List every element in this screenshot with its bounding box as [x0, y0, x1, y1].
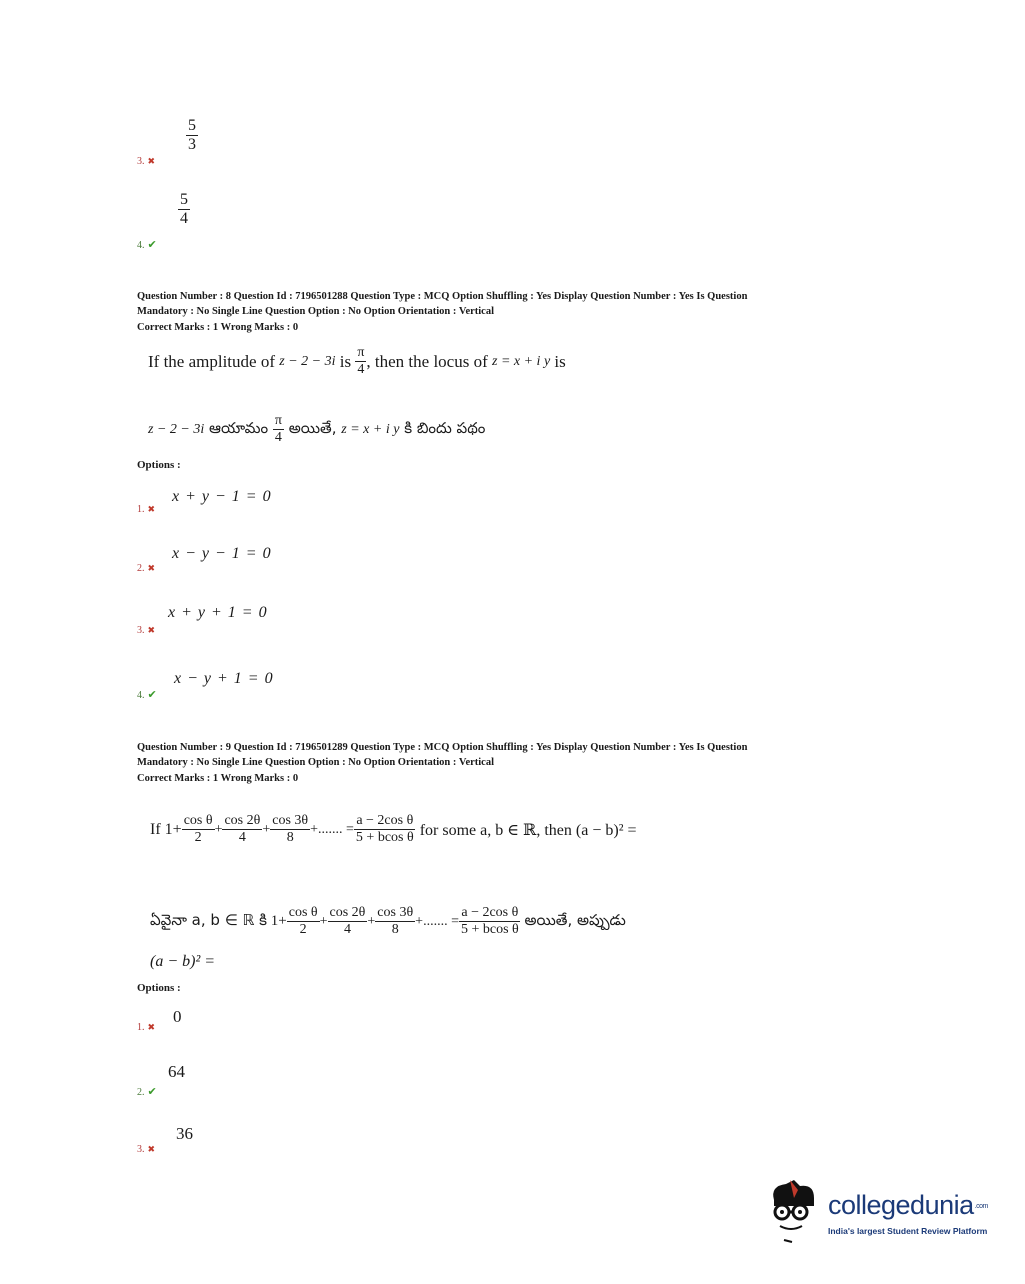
q9-option-1-number: 1. ✖ [137, 1022, 156, 1033]
mascot-icon [766, 1176, 824, 1246]
q9-option-2-number: 2. ✔ [137, 1086, 157, 1098]
collegedunia-logo [766, 1176, 996, 1246]
check-icon: ✔ [147, 1086, 157, 1098]
q8-telugu-text: z − 2 − 3i ఆయామం $\frac{\pi}{4}$ అయితే, z = x + i y కి బిందు పథం [148, 413, 486, 445]
check-icon: ✔ [147, 239, 157, 251]
prev-option-4-number: 4. ✔ [137, 239, 157, 251]
cross-icon: ✖ [147, 563, 156, 573]
cross-icon: ✖ [147, 1022, 156, 1032]
q8-options-label: Options : [137, 459, 181, 471]
q8-option-3-text: x + y + 1 = 0 [168, 604, 268, 621]
prev-option-4-value: $\frac{5}{4}$ [180, 191, 188, 227]
q9-option-3-text: 36 [176, 1124, 193, 1143]
q8-option-1-number: 1. ✖ [137, 504, 156, 515]
q8-option-1-text: x + y − 1 = 0 [172, 488, 272, 505]
q9-english-text: If 1+ $\frac{\text{cos θ}}{2}$ + $\frac{\cos 2\theta}{4}$ + $\frac{\cos 3\theta}{8}$ +....... = $\frac{\text{a − 2cos θ}}{\text{5 + bcos θ}}$ for some a, b ∈ ℝ, then (a − b)² = [150, 813, 637, 845]
q8-option-3-number: 3. ✖ [137, 625, 156, 636]
prev-option-3-number: 3. ✖ [137, 156, 156, 167]
check-icon: ✔ [147, 689, 157, 701]
q9-telugu-text: ఏవైనా a, b ∈ ℝ కి 1+ $\frac{\text{cos θ}}{2}$ + $\frac{\cos 2\theta}{4}$ + $\frac{\cos 3\theta}{8}$ +....... = $\frac{\text{a − 2cos θ}}{\text{5 + bcos θ}}$ అయితే, అప్పుడు [150, 905, 626, 937]
cross-icon: ✖ [147, 156, 156, 166]
q9-option-1-text: 0 [173, 1007, 182, 1026]
q9-meta: Question Number : 9 Question Id : 7196501289 Question Type : MCQ Option Shuffling : Yes Display Question Number : Yes Is Question Mandatory : No Single Line Question Option : No Option Orientation : Vertical Correct Marks : 1 Wrong Marks : 0 [137, 742, 748, 784]
q9-option-2-text: 64 [168, 1062, 185, 1081]
q8-option-4-number: 4. ✔ [137, 689, 157, 701]
q8-option-2-text: x − y − 1 = 0 [172, 545, 272, 562]
cross-icon: ✖ [147, 625, 156, 635]
prev-option-3-value: $\frac{5}{3}$ [188, 117, 196, 153]
q9-options-label: Options : [137, 982, 181, 994]
q8-english-text: If the amplitude of z − 2 − 3i is $\frac{\pi}{4}$ , then the locus of z = x + i y is [148, 345, 566, 377]
q8-option-2-number: 2. ✖ [137, 563, 156, 574]
cross-icon: ✖ [147, 1144, 156, 1154]
q8-option-4-text: x − y + 1 = 0 [174, 670, 274, 687]
logo-tagline: India's largest Student Review Platform [828, 1226, 988, 1236]
logo-name: collegedunia.com [828, 1190, 988, 1220]
q8-meta: Question Number : 8 Question Id : 7196501288 Question Type : MCQ Option Shuffling : Yes Display Question Number : Yes Is Question Mandatory : No Single Line Question Option : No Option Orientation : Vertical Correct Marks : 1 Wrong Marks : 0 [137, 291, 748, 333]
q9-option-3-number: 3. ✖ [137, 1144, 156, 1155]
cross-icon: ✖ [147, 504, 156, 514]
q9-telugu-line2: (a − b)² = [150, 953, 216, 970]
